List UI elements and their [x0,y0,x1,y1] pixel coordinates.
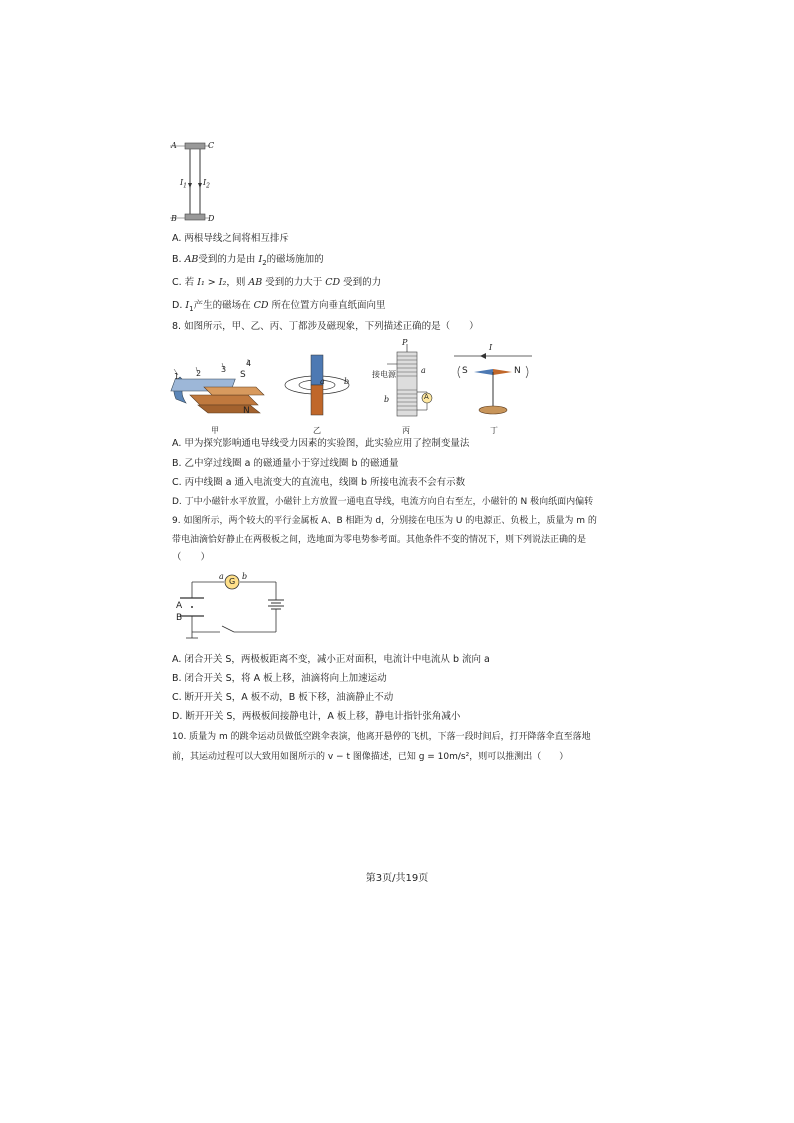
q9-option-b: B. 闭合开关 S，将 A 板上移，油滴将向上加速运动 [172,673,387,684]
q9-circuit-figure [172,570,284,640]
caption-yi: 乙 [313,426,321,435]
q9-A: A [176,601,183,611]
q8-option-c: C. 丙中线圈 a 通入电流变大的直流电，线圈 b 所接电流表不会有示数 [172,477,466,488]
caption-bing: 丙 [402,426,410,435]
jia-num-1: 1 [174,372,180,381]
ding-I: I [489,343,493,352]
caption-jia: 甲 [211,426,219,435]
q9-b: b [242,572,248,581]
q9-option-d: D. 断开开关 S，两极板间接静电计，A 板上移，静电计指针张角减小 [172,711,461,722]
label-A: A [171,141,177,150]
q8-figure-jia [168,355,268,427]
q10-stem-1: 10. 质量为 m 的跳伞运动员做低空跳伞表演，他离开悬停的飞机，下落一段时间后，打开降落伞直至落地 [172,732,591,742]
bing-b: b [384,395,390,404]
q10-stem-2: 前，其运动过程可以大致用如图所示的 v − t 图像描述，已知 g = 10m/s²，则可以推测出（ ） [172,752,569,762]
q8-option-b: B. 乙中穿过线圈 a 的磁通量小于穿过线圈 b 的磁通量 [172,458,399,469]
q9-B: B [176,613,183,623]
jia-num-3: 3 [221,365,227,374]
jia-N: N [243,406,250,416]
label-D: D [208,214,215,223]
q7-option-a: A. 两根导线之间将相互排斥 [172,233,289,244]
label-I1: $I_1$ [180,178,187,190]
q7-option-b: B. AB受到的力是由 $I_2$的磁场施加的 [172,254,324,267]
yi-b: b [344,377,350,386]
ding-N: N [514,366,521,376]
q9-stem-1: 9. 如图所示，两个较大的平行金属板 A、B 相距为 d，分别接在电压为 U 的电源正、负极上，质量为 m 的 [172,516,597,526]
q8-option-d: D. 丁中小磁针水平放置，小磁针上方放置一通电直导线，电流方向自右至左，小磁针的 N 极向纸面内偏转 [172,497,594,507]
bing-power: 接电源 [372,370,396,379]
q8-option-a: A. 甲为探究影响通电导线受力因素的实验图，此实验应用了控制变量法 [172,438,470,449]
q8-stem: 8. 如图所示，甲、乙、丙、丁都涉及磁现象，下列描述正确的是（ ） [172,321,479,332]
q7-option-c: C. 若 I₁ > I₂，则 AB 受到的力大于 CD 受到的力 [172,277,382,288]
bing-ammeter: A [424,393,429,401]
q9-option-c: C. 断开开关 S，A 板不动，B 板下移，油滴静止不动 [172,692,394,703]
label-B: B [171,214,177,223]
bing-P: P [402,338,408,347]
q9-stem-3: （ ） [172,552,211,563]
q8-figure-ding [450,342,536,422]
q9-option-a: A. 闭合开关 S，两极板距离不变，减小正对面积，电流计中电流从 b 流向 a [172,654,490,665]
q8-figure-yi [282,353,352,423]
q8-figure-bing [372,340,442,422]
jia-num-4: 4 [246,359,252,368]
q9-a: a [219,572,224,581]
ding-S: S [462,366,468,376]
label-C: C [208,141,215,150]
jia-S: S [240,370,246,380]
q9-stem-2: 带电油滴恰好静止在两极板之间，选地面为零电势参考面。其他条件不变的情况下，则下列说法正确的是 [172,535,587,545]
jia-num-2: 2 [196,369,202,378]
page-number: 第3页/共19页 [365,873,429,884]
caption-ding: 丁 [490,426,498,435]
yi-a: a [320,377,325,386]
q7-option-d: D. $I_1$产生的磁场在 CD 所在位置方向垂直纸面向里 [172,300,386,313]
q9-G: G [229,577,236,586]
bing-a: a [421,366,426,375]
label-I2: $I_2$ [203,178,210,190]
